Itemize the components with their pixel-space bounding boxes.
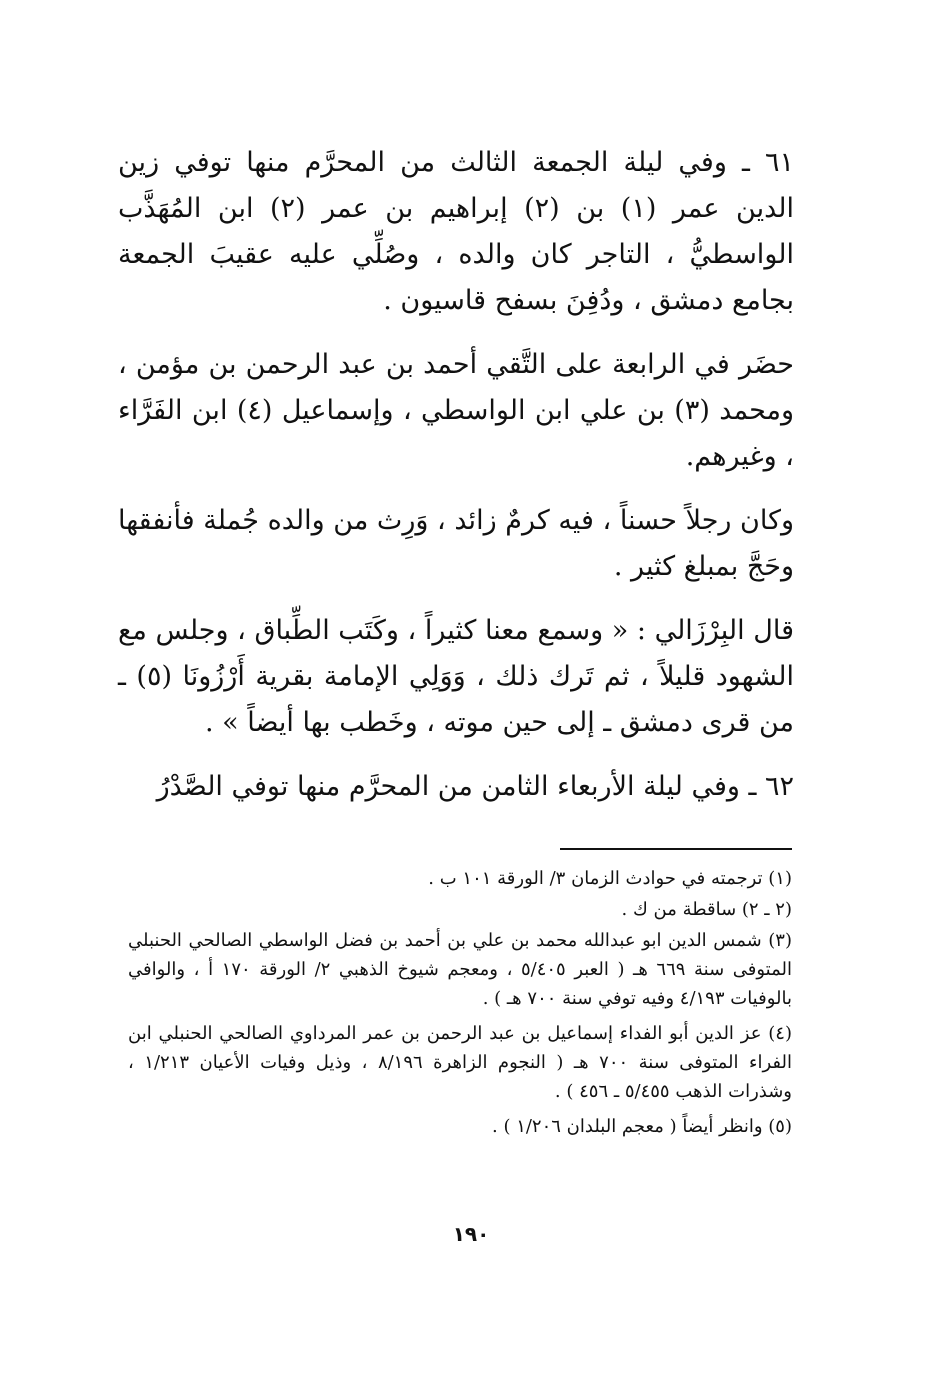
main-text [118,140,794,828]
paragraph-entry-62: ٦٢ ـ وفي ليلة الأربعاء الثامن من المحرَّم منها توفي الصَّدْرُ [156,771,794,802]
footnote-4: (٤) عز الدين أبو الفداء إسماعيل بن عبد الرحمن بن عمر المرداوي الصالحي الحنبلي ابن الفراء المتوفى سنة ٧٠٠ هـ ( النجوم الزاهرة ٨/١٩٦ ، وذيل وفيات الأعيان ١/٢١٣ ، وشذرات الذهب ٥/٤٥٥ ـ ٤٥٦ ) . [128,1023,793,1102]
paragraph-teachers: حضَر في الرابعة على التَّقي أحمد بن عبد الرحمن بن مؤمن ، ومحمد (٣) بن علي ابن الواسطي ، وإسماعيل (٤) ابن الفَرَّاء ، وغيرهم. [118,349,795,472]
footnote-2: (٢ ـ ٢) ساقطة من ك . [621,899,792,920]
footnote-5: (٥) وانظر أيضاً ( معجم البلدان ١/٢٠٦ ) . [492,1116,792,1137]
paragraph-birzali-quote: قال البِرْزَالي : « وسمع معنا كثيراً ، وكَتَب الطِّباق ، وجلس مع الشهود قليلاً ، ثم تَرك ذلك ، وَوَلِي الإمامة بقرية أَرْزُونَا (٥) ـ من قرى دمشق ـ إلى حين موته ، وخَطب بها أيضاً » . [118,615,794,738]
paragraph-character: وكان رجلاً حسناً ، فيه كرمٌ زائد ، وَرِث من والده جُملة فأنفقها وحَجَّ بمبلغ كثير . [118,505,794,582]
paragraph-entry-61: ٦١ ـ وفي ليلة الجمعة الثالث من المحرَّم منها توفي زين الدين عمر (١) بن (٢) إبراهيم بن عمر (٢) ابن المُهَذَّب الواسطيُّ ، التاجر كان والده ، وصُلِّي عليه عقيبَ الجمعة بجامع دمشق ، ودُفِنَ بسفح قاسيون . [118,147,794,316]
footnote-1: (١) ترجمته في حوادث الزمان ٣/ الورقة ١٠١ ب . [428,868,792,889]
footnotes [128,864,792,1143]
page-number: ١٩٠ [452,1222,490,1246]
footnote-divider [560,848,792,850]
footnote-3: (٣) شمس الدين ابو عبدالله محمد بن علي بن أحمد بن فضل الواسطي الصالحي الحنبلي المتوفى سنة ٦٦٩ هـ ( العبر ٥/٤٠٥ ، ومعجم شيوخ الذهبي ٢/ الورقة ١٧٠ أ ، والوافي بالوفيات ٤/١٩٣ وفيه توفي سنة ٧٠٠ هـ ) . [128,930,792,1009]
